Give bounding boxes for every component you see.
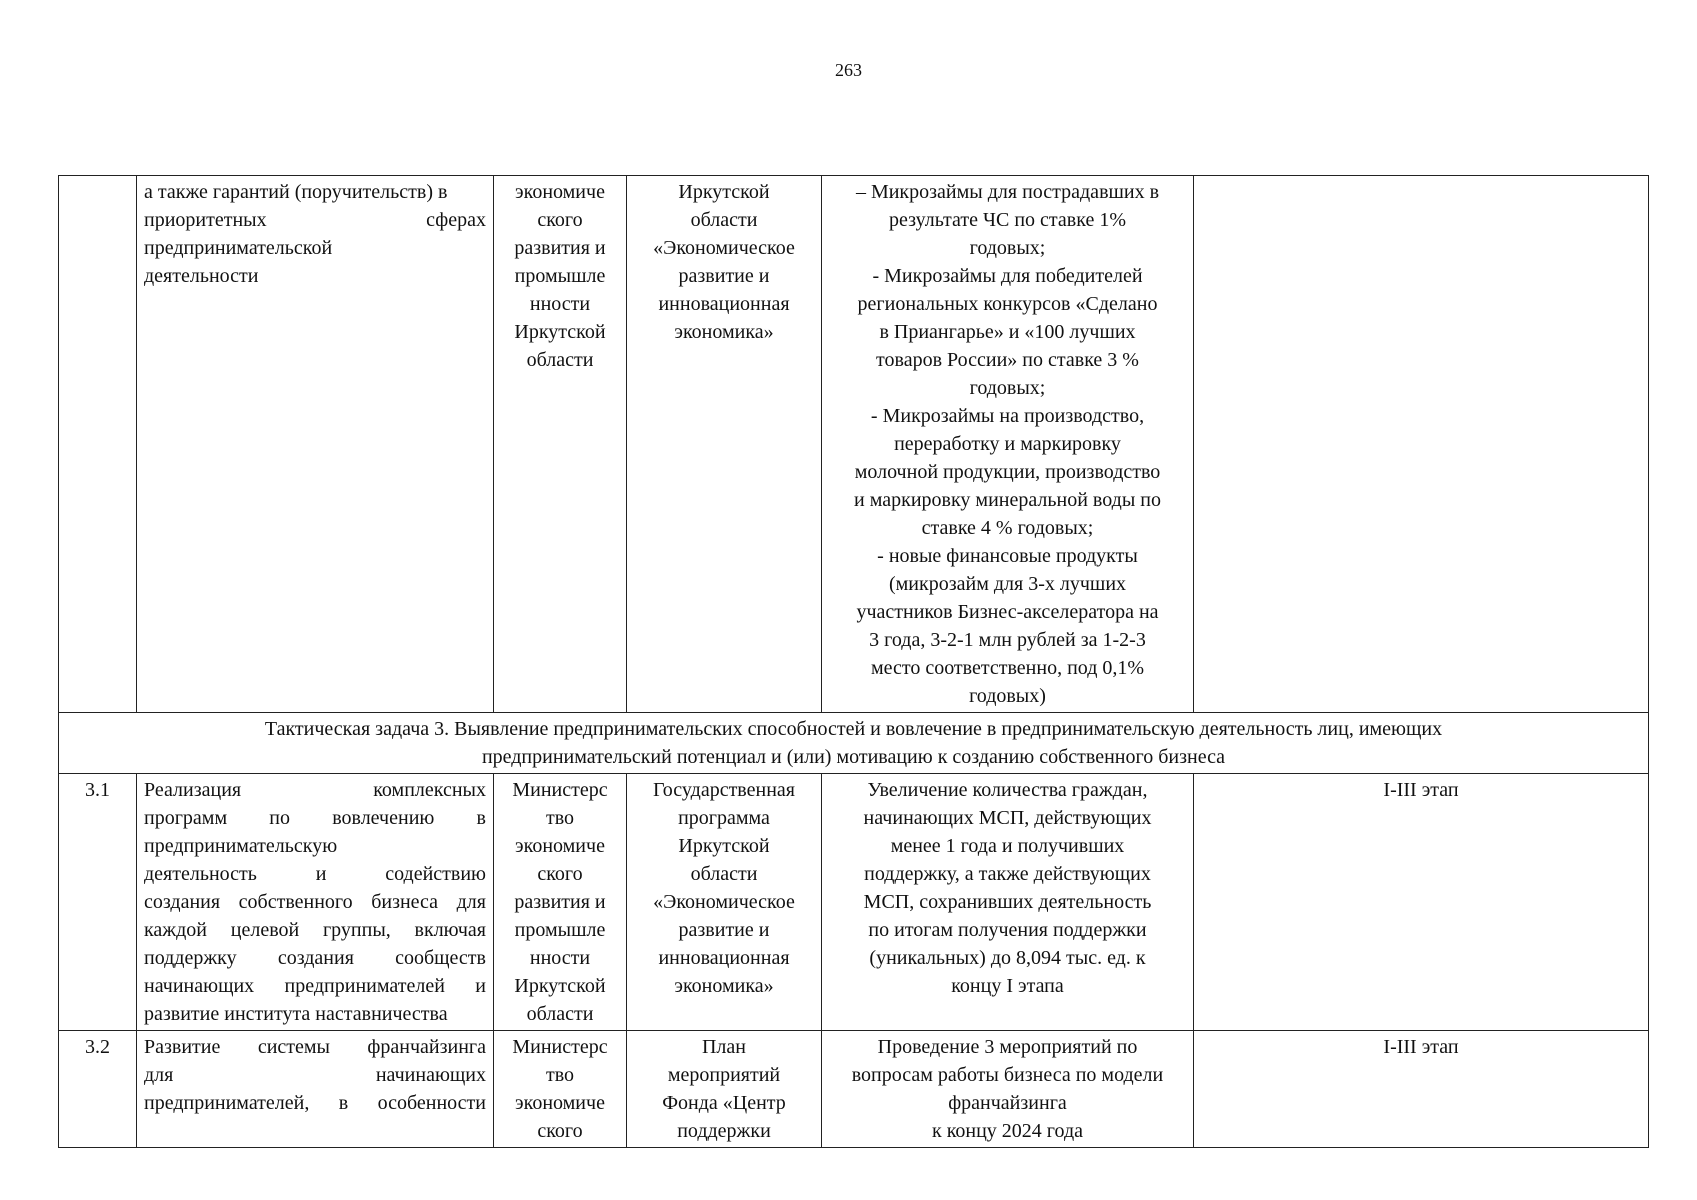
source-line: инновационная [658, 293, 790, 315]
table-row-3-1 [59, 774, 1649, 1031]
source-cell [627, 774, 822, 1031]
result-line: молочной продукции, производство [854, 461, 1161, 483]
result-line: (микрозайм для 3-х лучших [888, 573, 1127, 595]
executor-line: Министерс [512, 779, 608, 801]
result-line: место соответственно, под 0,1% [870, 657, 1145, 679]
executor-line: промышле [514, 919, 606, 941]
task-header-line: предпринимательский потенциал и (или) мотивацию к созданию собственного бизнеса [481, 746, 1226, 768]
action-plan-table [58, 175, 1649, 1148]
activity-line: Реализация комплексных [144, 779, 486, 801]
activity-line: предпринимательскую [144, 835, 338, 857]
activity-line: создания собственного бизнеса для [144, 891, 486, 913]
executor-line: экономиче [515, 1092, 605, 1114]
source-cell [627, 1031, 822, 1148]
activity-line: деятельность и содействию [144, 863, 486, 885]
executor-cell [494, 176, 627, 713]
page-number: 263 [835, 60, 862, 80]
activity-line: для начинающих [144, 1064, 486, 1086]
result-line: годовых; [969, 237, 1046, 259]
activity-line: Развитие системы франчайзинга [144, 1036, 486, 1058]
executor-line: экономиче [515, 835, 605, 857]
result-line: 3 года, 3-2-1 млн рублей за 1-2-3 [869, 629, 1146, 651]
result-line: концу I этапа [951, 975, 1064, 997]
result-line: участников Бизнес-акселератора на [856, 601, 1159, 623]
source-line: области [690, 863, 758, 885]
executor-line: области [526, 349, 594, 371]
task-header-cell [59, 713, 1649, 774]
executor-line: Иркутской [514, 975, 606, 997]
executor-line: Министерс [512, 1036, 608, 1058]
result-line: - Микрозаймы для победителей [872, 265, 1143, 287]
result-line: годовых) [969, 685, 1046, 707]
result-line: МСП, сохранивших деятельность [863, 891, 1152, 913]
activity-line: а также гарантий (поручительств) в [144, 181, 448, 203]
result-line: - Микрозаймы на производство, [870, 405, 1145, 427]
source-line: Иркутской [678, 835, 770, 857]
executor-line: нности [529, 947, 591, 969]
source-line: Иркутской [678, 181, 770, 203]
source-line: поддержки [677, 1120, 771, 1142]
result-line: товаров России» по ставке 3 % [876, 349, 1139, 371]
stage-cell: I-III этап [1194, 774, 1649, 1031]
result-line: франчайзинга [948, 1092, 1067, 1114]
result-cell [822, 774, 1194, 1031]
source-line: программа [678, 807, 770, 829]
activity-cell [137, 176, 494, 713]
activity-cell [137, 1031, 494, 1148]
row-number-cell: 3.1 [59, 774, 137, 1031]
activity-line: каждой целевой группы, включая [144, 919, 486, 941]
source-line: Государственная [652, 779, 795, 801]
activity-line: деятельности [144, 265, 259, 287]
activity-cell [137, 774, 494, 1031]
source-line: области [690, 209, 758, 231]
result-line: начинающих МСП, действующих [863, 807, 1152, 829]
table-row-continuation [59, 176, 1649, 713]
source-line: экономика» [674, 975, 774, 997]
source-line: «Экономическое [653, 891, 795, 913]
result-line: ставке 4 % годовых; [921, 517, 1094, 539]
result-line: – Микрозаймы для пострадавших в [855, 181, 1160, 203]
executor-line: тво [545, 807, 575, 829]
executor-line: нности [529, 293, 591, 315]
result-cell [822, 1031, 1194, 1148]
executor-line: экономиче [515, 181, 605, 203]
source-line: экономика» [674, 321, 774, 343]
result-line: (уникальных) до 8,094 тыс. ед. к [869, 947, 1146, 969]
activity-line: развитие института наставничества [144, 1003, 448, 1025]
executor-line: области [526, 1003, 594, 1025]
source-line: инновационная [658, 947, 790, 969]
result-line: годовых; [969, 377, 1046, 399]
activity-line: предпринимательской [144, 237, 333, 259]
result-line: региональных конкурсов «Сделано [857, 293, 1158, 315]
result-line: менее 1 года и получивших [890, 835, 1125, 857]
result-line: результате ЧС по ставке 1% [888, 209, 1126, 231]
result-line: Проведение 3 мероприятий по [877, 1036, 1138, 1058]
result-line: вопросам работы бизнеса по модели [851, 1064, 1164, 1086]
result-line: поддержку, а также действующих [864, 863, 1151, 885]
activity-line: программ по вовлечению в [144, 807, 486, 829]
source-line: План [701, 1036, 746, 1058]
activity-line: приоритетных сферах [144, 209, 486, 231]
table-row-task-header [59, 713, 1649, 774]
executor-line: промышле [514, 265, 606, 287]
activity-line: поддержку создания сообществ [144, 947, 486, 969]
table-row-3-2 [59, 1031, 1649, 1148]
result-line: переработку и маркировку [894, 433, 1121, 455]
executor-line: ского [537, 863, 583, 885]
executor-line: тво [545, 1064, 575, 1086]
result-line: - новые финансовые продукты [877, 545, 1138, 567]
row-number-cell [59, 176, 137, 713]
executor-line: развития и [514, 891, 606, 913]
executor-line: развития и [514, 237, 606, 259]
executor-line: ского [537, 1120, 583, 1142]
source-line: Фонда «Центр [662, 1092, 786, 1114]
source-line: «Экономическое [653, 237, 795, 259]
executor-line: Иркутской [514, 321, 606, 343]
result-cell [822, 176, 1194, 713]
source-cell [627, 176, 822, 713]
source-line: мероприятий [667, 1064, 781, 1086]
result-line: и маркировку минеральной воды по [854, 489, 1161, 511]
row-number-cell: 3.2 [59, 1031, 137, 1148]
source-line: развитие и [678, 919, 770, 941]
stage-cell: I-III этап [1194, 1031, 1649, 1148]
source-line: развитие и [678, 265, 770, 287]
activity-line: предпринимателей, в особенности [144, 1092, 486, 1114]
executor-cell [494, 774, 627, 1031]
stage-cell [1194, 176, 1649, 713]
result-line: в Приангарье» и «100 лучших [879, 321, 1136, 343]
executor-line: ского [537, 209, 583, 231]
executor-cell [494, 1031, 627, 1148]
activity-line: начинающих предпринимателей и [144, 975, 486, 997]
result-line: к концу 2024 года [931, 1120, 1083, 1142]
result-line: Увеличение количества граждан, [867, 779, 1148, 801]
result-line: по итогам получения поддержки [868, 919, 1147, 941]
task-header-line: Тактическая задача 3. Выявление предпринимательских способностей и вовлечение в предпринимательскую деятельность лиц, имеющих [264, 718, 1443, 740]
